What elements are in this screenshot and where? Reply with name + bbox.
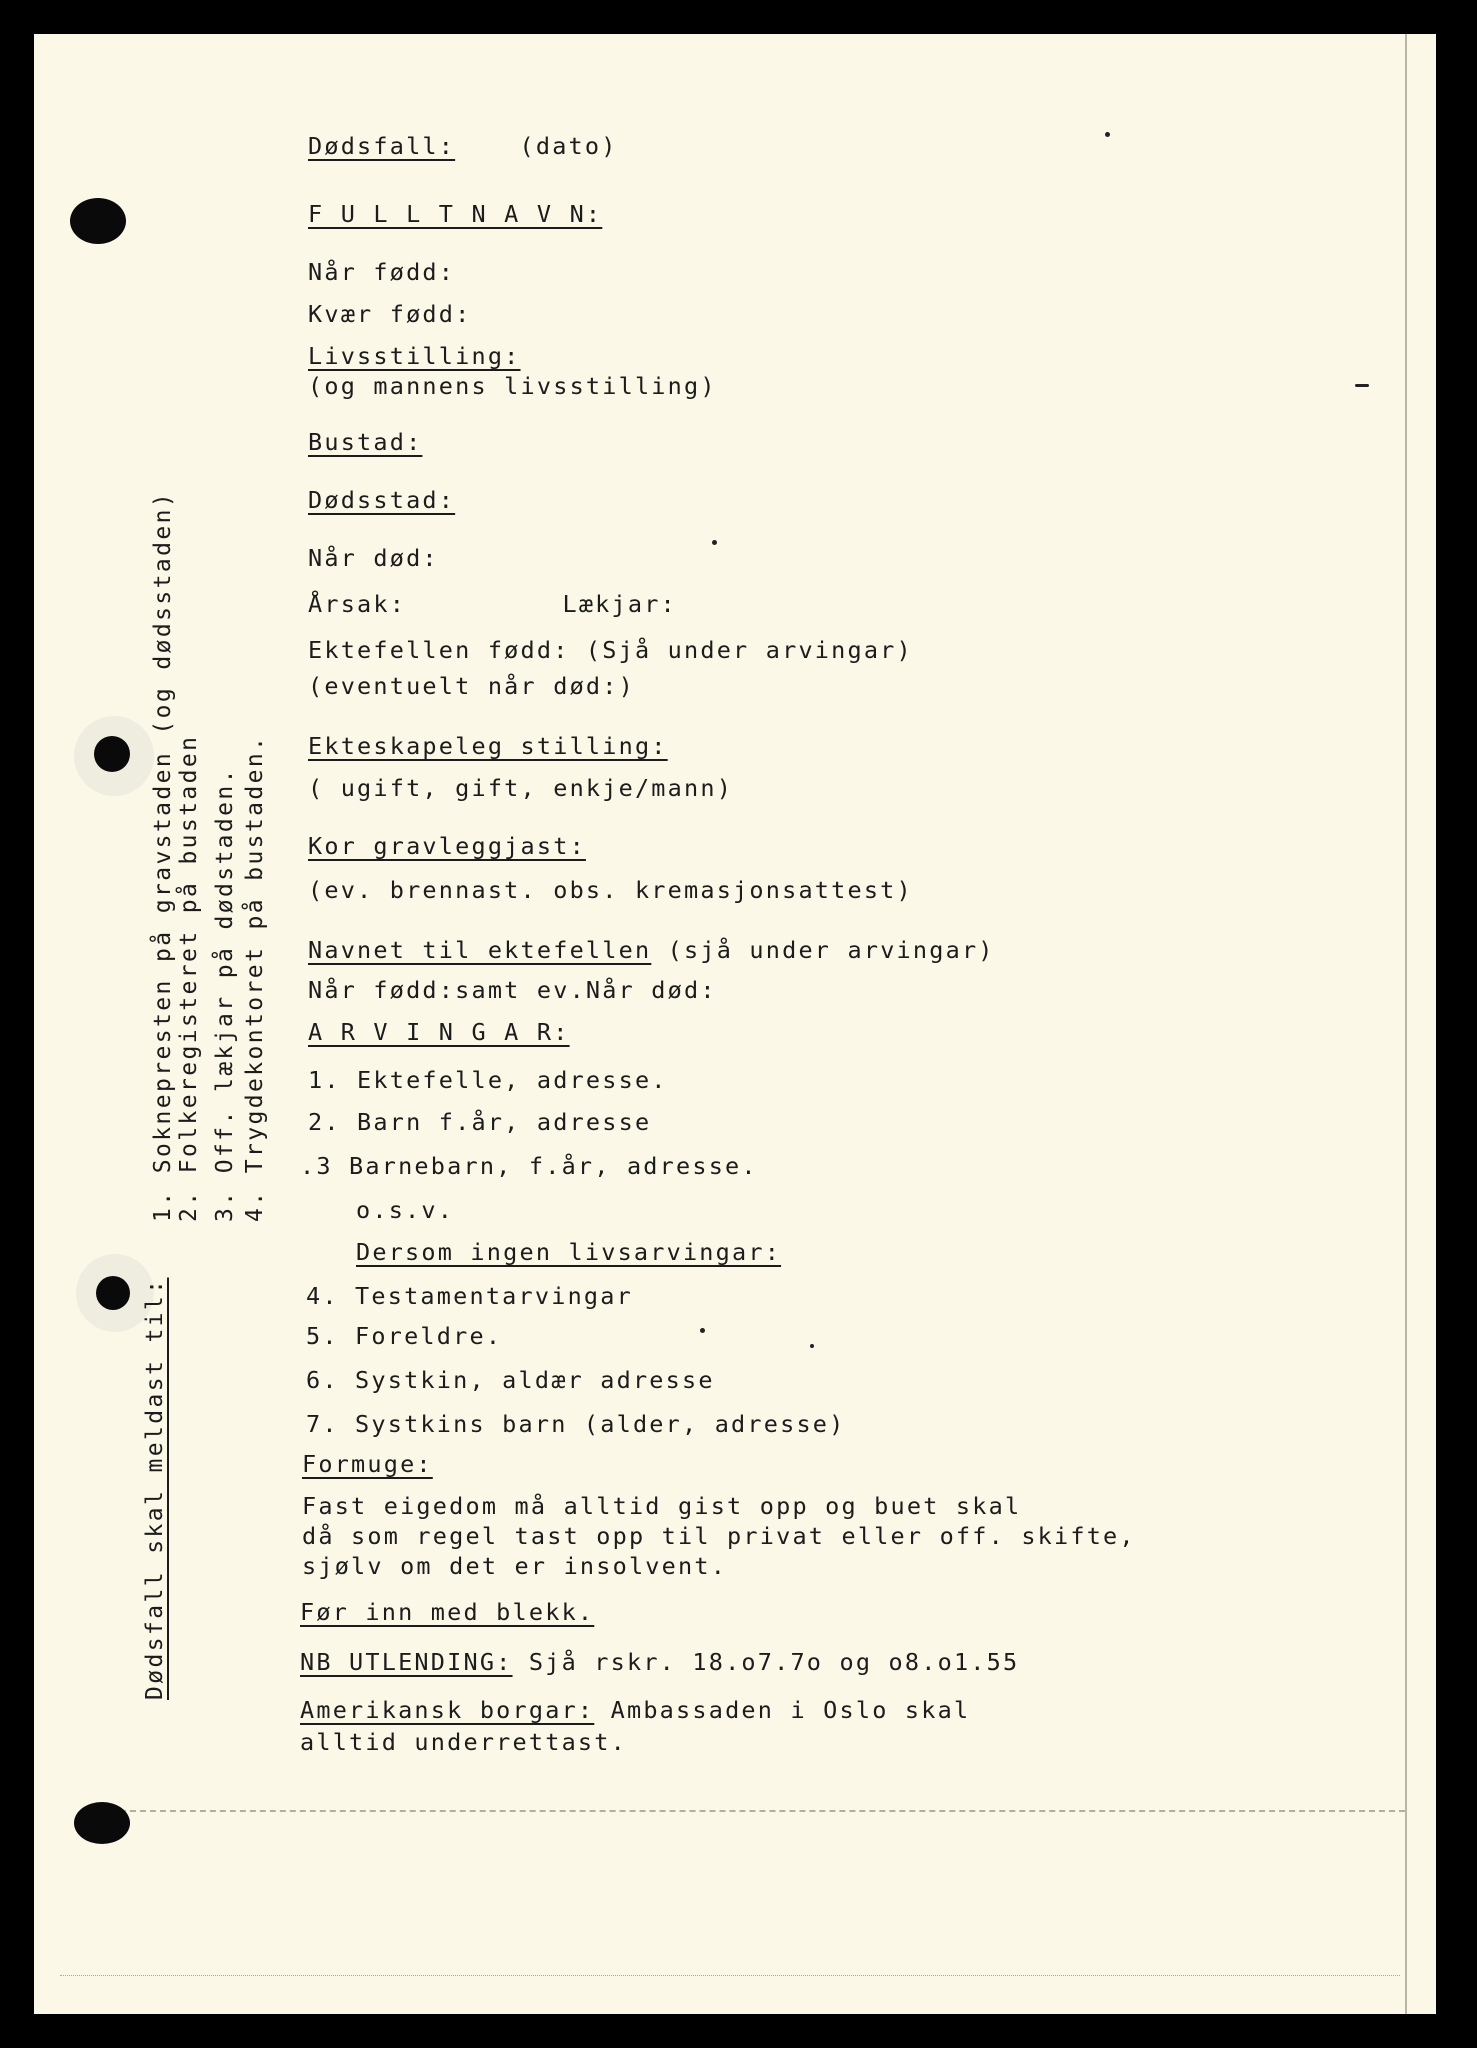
cause-row bbox=[308, 590, 677, 618]
heir-item: .3 Barnebarn, f.år, adresse. bbox=[300, 1152, 758, 1180]
heirs-osv: o.s.v. bbox=[356, 1196, 455, 1224]
assets-text-line: sjølv om det er insolvent. bbox=[302, 1552, 728, 1580]
spouse-name-row bbox=[308, 936, 995, 964]
page-edge-bottom-2 bbox=[60, 1975, 1400, 1978]
sidebar-item: 2. Folkeregisteret på bustaden bbox=[176, 734, 202, 1222]
burial-place-note: (ev. brennast. obs. kremasjonsattest) bbox=[308, 876, 913, 904]
sidebar-item: 3. Off. lækjar på dødstaden. bbox=[212, 767, 238, 1222]
punch-hole-4 bbox=[74, 1802, 130, 1844]
assets-heading: Formuge: bbox=[302, 1450, 433, 1478]
sidebar-header: Dødsfall skal meldast til: bbox=[142, 1277, 168, 1700]
heir-item: 6. Systkin, aldær adresse bbox=[306, 1366, 715, 1394]
speck bbox=[1355, 384, 1369, 387]
dato-label: (dato) bbox=[519, 132, 618, 160]
birth-date-label: Når fødd: bbox=[308, 258, 456, 286]
occupation-note: (og mannens livsstilling) bbox=[308, 372, 717, 400]
page-edge-bottom bbox=[80, 1810, 1405, 1815]
spouse-name-note: (sjå under arvingar) bbox=[667, 936, 995, 964]
spouse-name-label: Navnet til ektefellen bbox=[308, 936, 652, 964]
punch-hole-1 bbox=[70, 198, 126, 244]
sidebar-item: 1. Soknepresten på gravstaden (og dødsstaden) bbox=[150, 490, 176, 1222]
spouse-dates-label: Når fødd:samt ev.Når død: bbox=[308, 976, 717, 1004]
heir-item: 2. Barn f.år, adresse bbox=[308, 1108, 652, 1136]
speck bbox=[712, 540, 717, 545]
heir-item: 5. Foreldre. bbox=[306, 1322, 503, 1350]
dodsfall-label: Dødsfall: bbox=[308, 132, 456, 160]
burial-place-label: Kor gravleggjast: bbox=[308, 832, 586, 860]
sidebar-item: 4. Trygdekontoret på bustaden. bbox=[242, 734, 268, 1222]
place-of-death-label: Dødsstad: bbox=[308, 486, 456, 514]
birth-place-label: Kvær fødd: bbox=[308, 300, 472, 328]
doctor-label: Lækjar: bbox=[562, 590, 677, 618]
death-date-row bbox=[308, 132, 618, 160]
page-edge bbox=[1405, 34, 1407, 2014]
foreigner-label: NB UTLENDING: bbox=[300, 1648, 513, 1676]
marital-status-label: Ekteskapeleg stilling: bbox=[308, 732, 668, 760]
punch-hole-3 bbox=[96, 1276, 130, 1310]
punch-hole-2 bbox=[94, 736, 130, 772]
assets-text-line: Fast eigedom må alltid gist opp og buet skal bbox=[302, 1492, 1022, 1520]
heir-item: 7. Systkins barn (alder, adresse) bbox=[306, 1410, 846, 1438]
foreigner-note bbox=[300, 1648, 1019, 1676]
speck bbox=[810, 1344, 814, 1348]
spouse-birth-label: Ektefellen fødd: (Sjå under arvingar) bbox=[308, 636, 913, 664]
speck bbox=[700, 1328, 705, 1333]
american-label: Amerikansk borgar: bbox=[300, 1696, 595, 1724]
foreigner-text: Sjå rskr. 18.o7.7o og o8.o1.55 bbox=[528, 1648, 1020, 1676]
cause-label: Årsak: bbox=[308, 590, 407, 618]
speck bbox=[1105, 132, 1110, 137]
spouse-death-note: (eventuelt når død:) bbox=[308, 672, 635, 700]
full-name-heading: F U L L T N A V N: bbox=[308, 200, 603, 228]
heirs-heading: A R V I N G A R: bbox=[308, 1018, 570, 1046]
marital-status-options: ( ugift, gift, enkje/mann) bbox=[308, 774, 734, 802]
ink-instruction: Før inn med blekk. bbox=[300, 1598, 595, 1626]
heir-item: 1. Ektefelle, adresse. bbox=[308, 1066, 668, 1094]
american-note bbox=[300, 1696, 970, 1724]
assets-text-line: då som regel tast opp til privat eller off. skifte, bbox=[302, 1522, 1136, 1550]
occupation-label: Livsstilling: bbox=[308, 342, 521, 370]
no-descendants-heading: Dersom ingen livsarvingar: bbox=[356, 1238, 782, 1266]
american-text-2: alltid underrettast. bbox=[300, 1728, 627, 1756]
death-time-label: Når død: bbox=[308, 544, 439, 572]
residence-label: Bustad: bbox=[308, 428, 423, 456]
american-text: Ambassaden i Oslo skal bbox=[610, 1696, 971, 1724]
heir-item: 4. Testamentarvingar bbox=[306, 1282, 633, 1310]
